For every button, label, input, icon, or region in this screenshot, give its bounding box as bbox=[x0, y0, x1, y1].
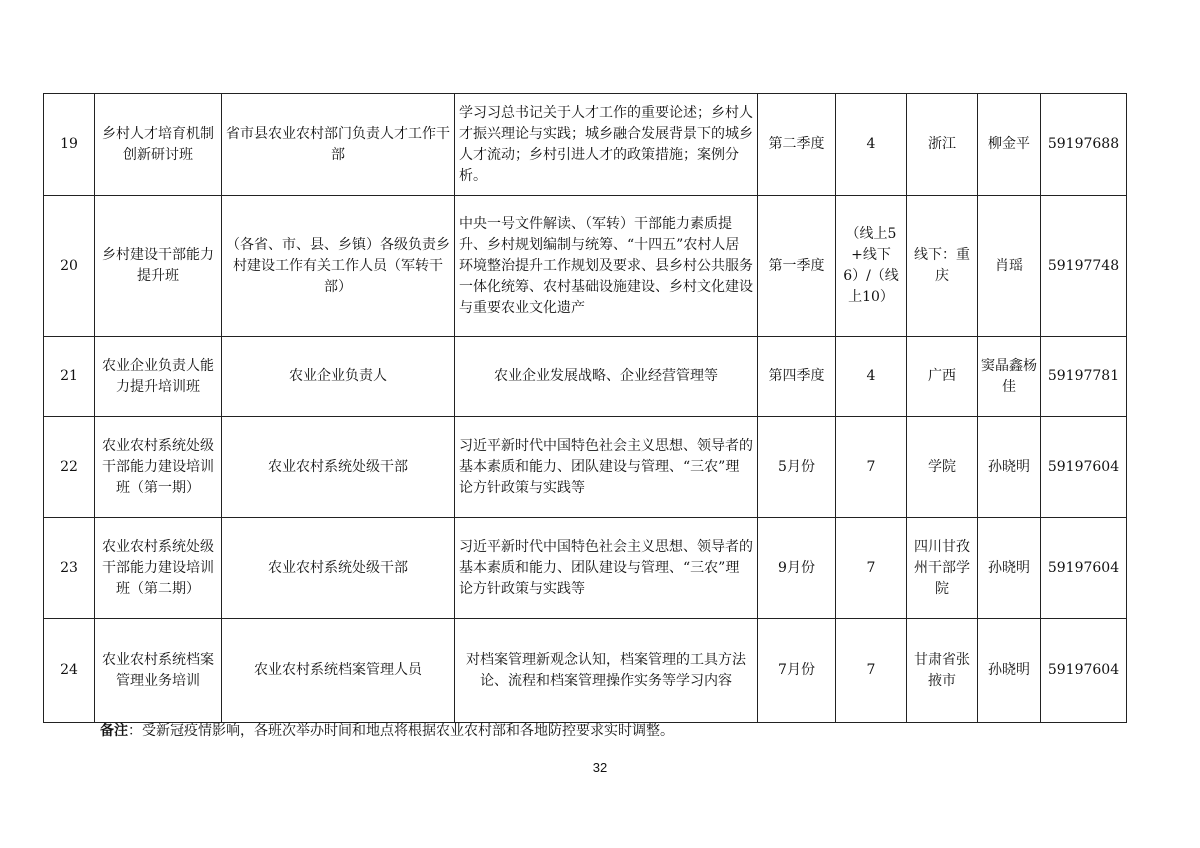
contact-phone: 59197781 bbox=[1041, 337, 1127, 417]
training-days: 7 bbox=[836, 619, 907, 723]
class-name: 乡村人才培育机制创新研讨班 bbox=[95, 94, 222, 196]
contact-phone: 59197604 bbox=[1041, 619, 1127, 723]
training-time: 第二季度 bbox=[758, 94, 836, 196]
training-content: 学习习总书记关于人才工作的重要论述；乡村人才振兴理论与实践；城乡融合发展背景下的城乡人才流动；乡村引进人才的政策措施；案例分析。 bbox=[455, 94, 758, 196]
contact-phone: 59197748 bbox=[1041, 196, 1127, 337]
row-number: 23 bbox=[44, 518, 95, 619]
training-place: 广西 bbox=[907, 337, 978, 417]
contact-person: 孙晓明 bbox=[978, 518, 1041, 619]
training-content: 中央一号文件解读、（军转）干部能力素质提升、乡村规划编制与统筹、“十四五”农村人居环境整治提升工作规划及要求、县乡村公共服务一体化统筹、农村基础设施建设、乡村文化建设与重要农业文化遗产 bbox=[455, 196, 758, 337]
row-number: 21 bbox=[44, 337, 95, 417]
target-trainees: 省市县农业农村部门负责人才工作干部 bbox=[222, 94, 455, 196]
contact-person: 孙晓明 bbox=[978, 619, 1041, 723]
training-content: 习近平新时代中国特色社会主义思想、领导者的基本素质和能力、团队建设与管理、“三农”理论方针政策与实践等 bbox=[455, 518, 758, 619]
footnote bbox=[100, 721, 674, 741]
target-trainees: 农业企业负责人 bbox=[222, 337, 455, 417]
footnote-text: ：受新冠疫情影响，各班次举办时间和地点将根据农业农村部和各地防控要求实时调整。 bbox=[128, 723, 674, 739]
table-row bbox=[44, 337, 1127, 417]
class-name: 农业农村系统处级干部能力建设培训班（第二期） bbox=[95, 518, 222, 619]
training-place: 四川甘孜州干部学院 bbox=[907, 518, 978, 619]
training-days: 7 bbox=[836, 518, 907, 619]
training-days: （线上5+线下6）/（线上10） bbox=[836, 196, 907, 337]
class-name: 农业农村系统处级干部能力建设培训班（第一期） bbox=[95, 417, 222, 518]
training-days: 7 bbox=[836, 417, 907, 518]
target-trainees: （各省、市、县、乡镇）各级负责乡村建设工作有关工作人员（军转干部） bbox=[222, 196, 455, 337]
contact-person: 柳金平 bbox=[978, 94, 1041, 196]
training-place: 学院 bbox=[907, 417, 978, 518]
row-number: 19 bbox=[44, 94, 95, 196]
training-content: 对档案管理新观念认知，档案管理的工具方法论、流程和档案管理操作实务等学习内容 bbox=[455, 619, 758, 723]
training-schedule-table bbox=[43, 93, 1127, 723]
contact-phone: 59197604 bbox=[1041, 417, 1127, 518]
class-name: 农业企业负责人能力提升培训班 bbox=[95, 337, 222, 417]
training-time: 第四季度 bbox=[758, 337, 836, 417]
training-time: 第一季度 bbox=[758, 196, 836, 337]
training-place: 线下：重庆 bbox=[907, 196, 978, 337]
training-place: 浙江 bbox=[907, 94, 978, 196]
table-row bbox=[44, 619, 1127, 723]
contact-person: 窦晶鑫杨佳 bbox=[978, 337, 1041, 417]
contact-phone: 59197688 bbox=[1041, 94, 1127, 196]
target-trainees: 农业农村系统处级干部 bbox=[222, 417, 455, 518]
footnote-label: 备注 bbox=[100, 723, 128, 739]
table-row bbox=[44, 518, 1127, 619]
table-row bbox=[44, 196, 1127, 337]
target-trainees: 农业农村系统档案管理人员 bbox=[222, 619, 455, 723]
contact-phone: 59197604 bbox=[1041, 518, 1127, 619]
contact-person: 肖瑶 bbox=[978, 196, 1041, 337]
class-name: 农业农村系统档案管理业务培训 bbox=[95, 619, 222, 723]
table-row bbox=[44, 94, 1127, 196]
training-place: 甘肃省张掖市 bbox=[907, 619, 978, 723]
row-number: 24 bbox=[44, 619, 95, 723]
training-time: 9月份 bbox=[758, 518, 836, 619]
contact-person: 孙晓明 bbox=[978, 417, 1041, 518]
table-row bbox=[44, 417, 1127, 518]
row-number: 22 bbox=[44, 417, 95, 518]
row-number: 20 bbox=[44, 196, 95, 337]
training-time: 5月份 bbox=[758, 417, 836, 518]
training-content: 习近平新时代中国特色社会主义思想、领导者的基本素质和能力、团队建设与管理、“三农”理论方针政策与实践等 bbox=[455, 417, 758, 518]
training-days: 4 bbox=[836, 337, 907, 417]
page-number: 32 bbox=[592, 760, 608, 775]
training-content: 农业企业发展战略、企业经营管理等 bbox=[455, 337, 758, 417]
class-name: 乡村建设干部能力提升班 bbox=[95, 196, 222, 337]
target-trainees: 农业农村系统处级干部 bbox=[222, 518, 455, 619]
training-days: 4 bbox=[836, 94, 907, 196]
training-time: 7月份 bbox=[758, 619, 836, 723]
